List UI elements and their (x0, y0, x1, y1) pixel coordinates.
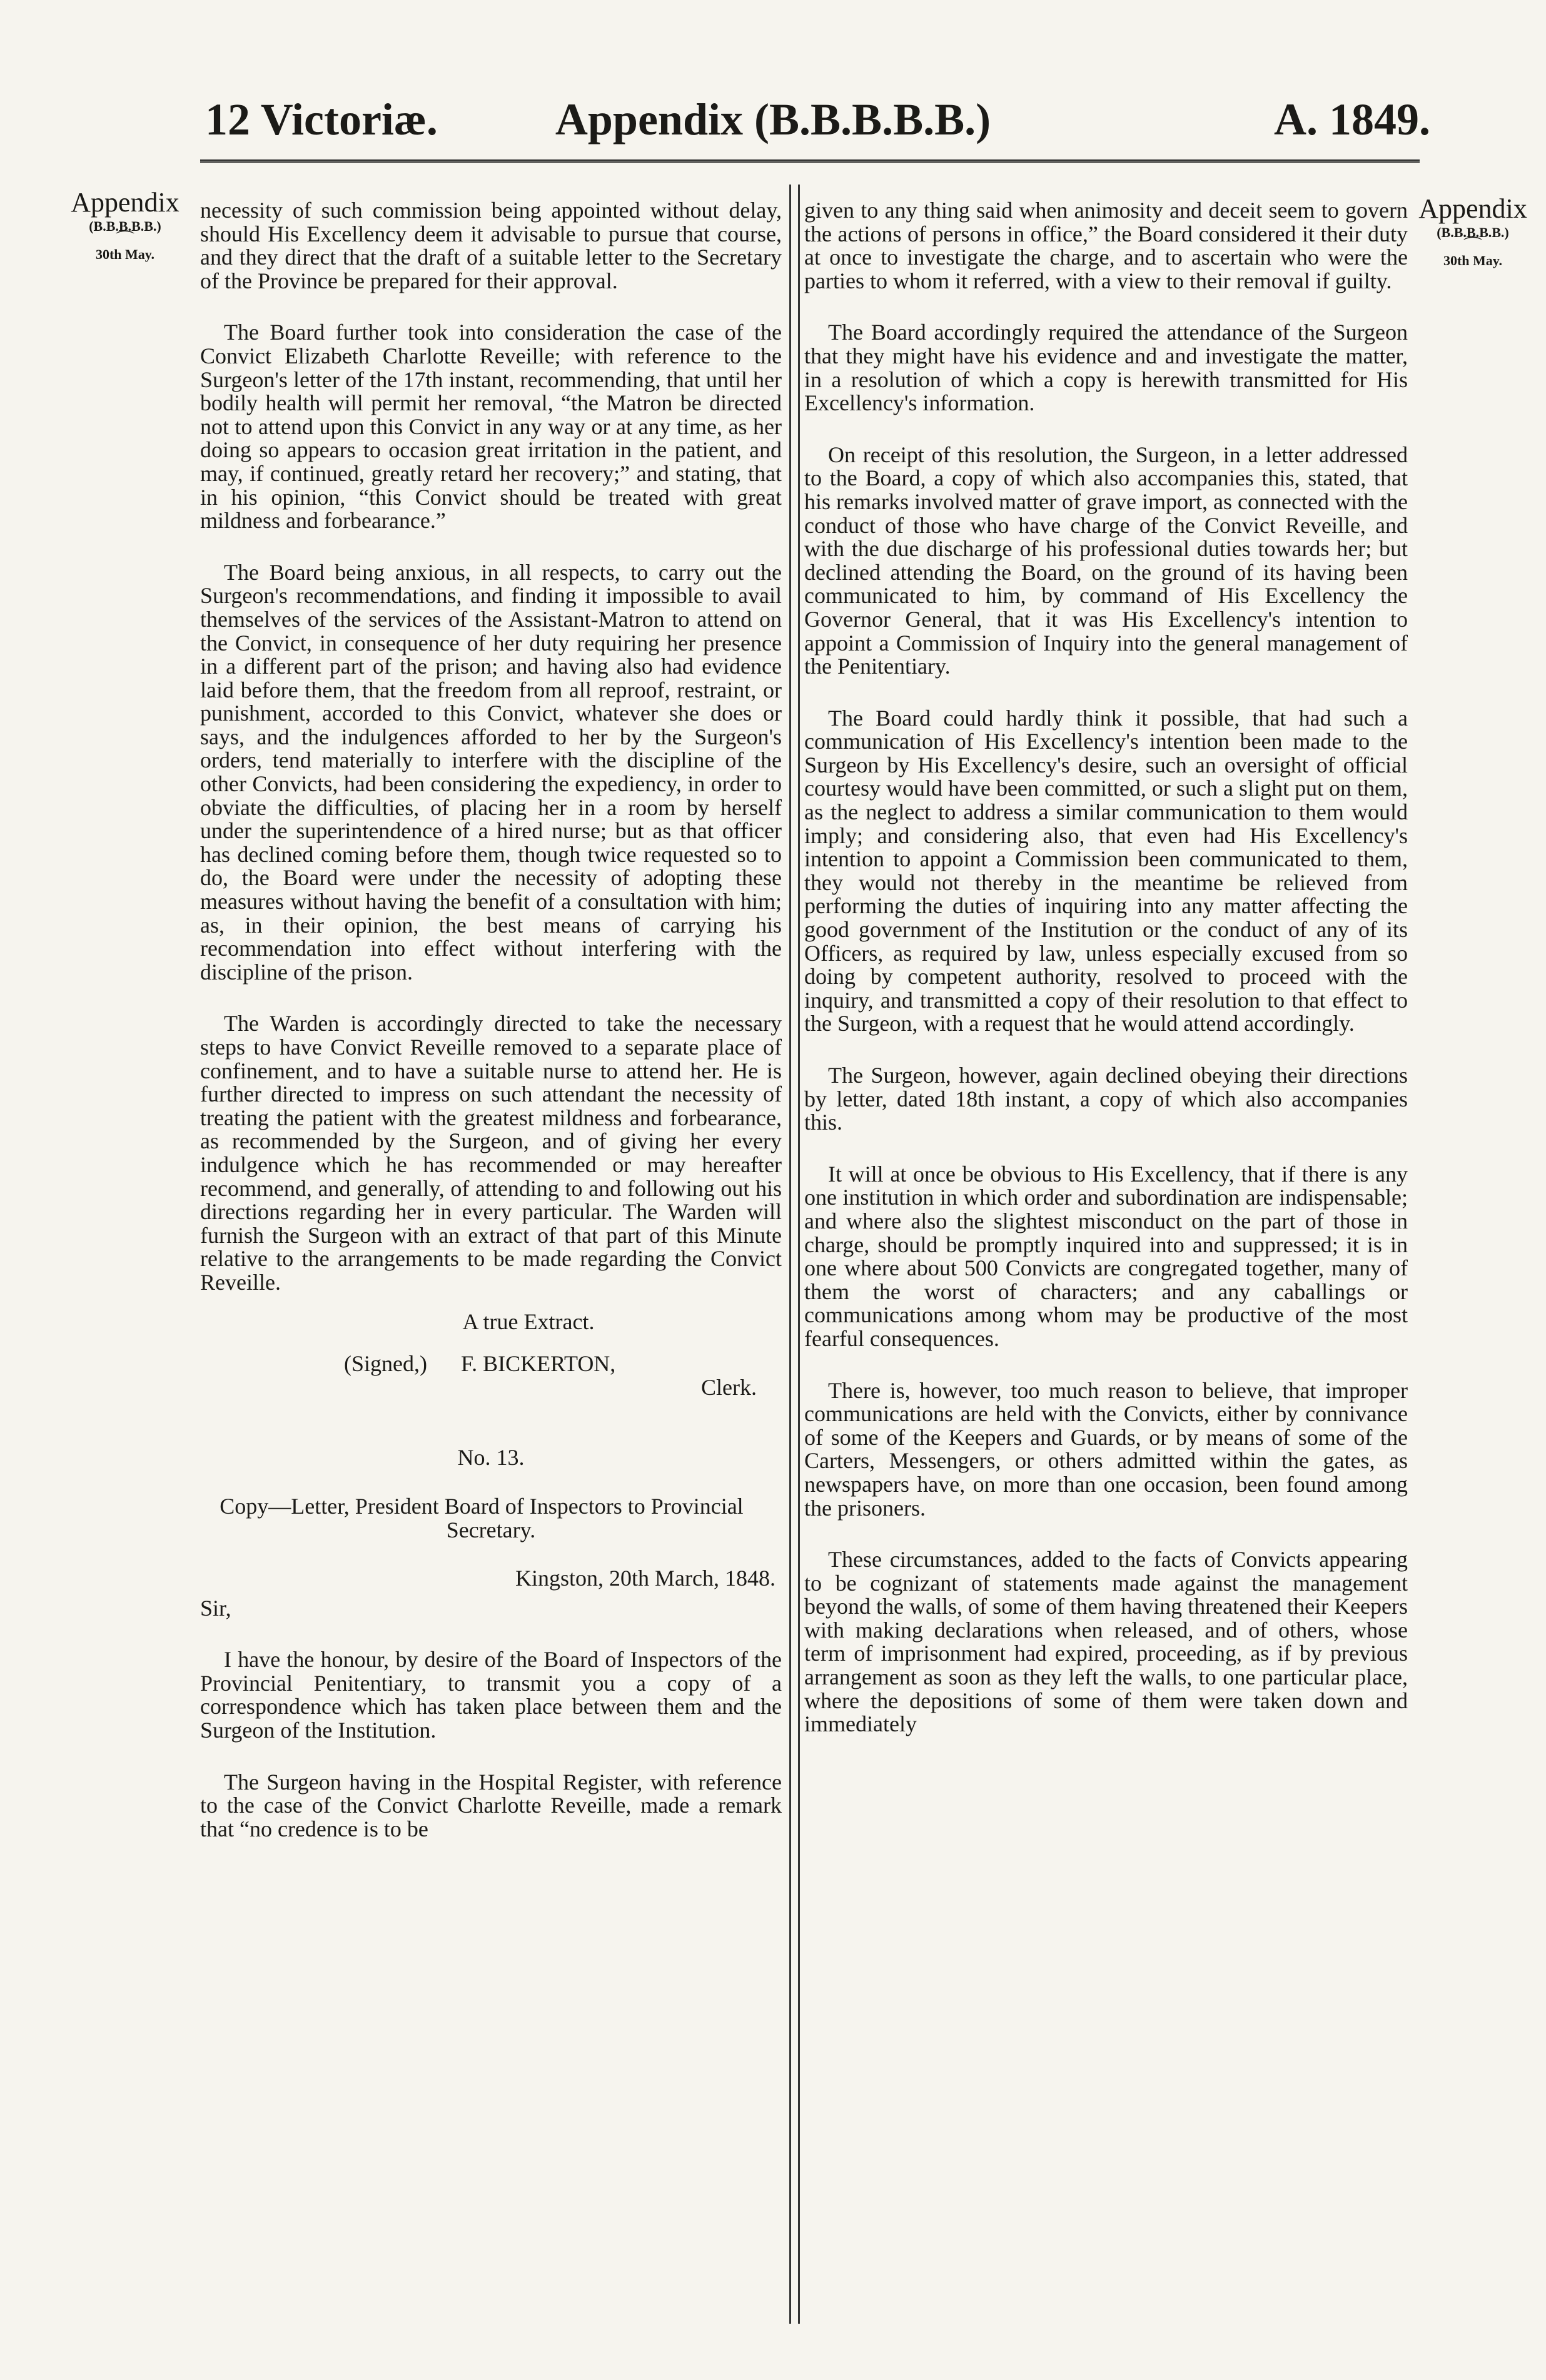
running-head-title: Appendix (B.B.B.B.B.) (555, 94, 991, 144)
margin-note-left (47, 188, 203, 263)
paragraph: The Surgeon, however, again declined obeying their directions by letter, dated 18th instant, a copy of which also accompanies this. (804, 1063, 1408, 1135)
right-column (804, 199, 1408, 1765)
running-head-left: 12 Victoriæ. (205, 94, 438, 144)
paragraph: I have the honour, by desire of the Board of Inspectors of the Provincial Penitentiary, to transmit you a copy of a correspondence which has taken place between them and the Surgeon of the Institution. (200, 1647, 782, 1743)
paragraph: The Board further took into consideration the case of the Convict Elizabeth Charlotte Reveille; with reference to the Surgeon's letter of the 17th instant, recommending, that until her bodily health will permit her removal, “the Matron be directed not to attend upon this Convict in any way or at any time, as her doing so appears to occasion great irritation in the patient, and may, if continued, greatly retard her recovery;” and stating, that in his opinion, “this Convict should be treated with great mildness and forbearance.” (200, 320, 782, 534)
document-heading: Copy—Letter, President Board of Inspectors to Provincial Secretary. (220, 1493, 744, 1542)
paragraph: On receipt of this resolution, the Surgeon, in a letter addressed to the Board, a copy of which also accompanies this, stated, that his remarks involved matter of grave import, as connected with the conduct of those who have charge of the Convict Reveille, and with the due discharge of his professional duties towards her; but declined attending the Board, on the ground of its having been communicated to him, by command of His Excellency the Governor General, that it was His Excellency's intention to appoint a Commission of Inquiry into the general management of the Penitentiary. (804, 442, 1408, 679)
signer-title: Clerk. (701, 1374, 757, 1400)
page-header (0, 94, 1546, 150)
margin-code: (B.B.B.B.B.) (89, 218, 161, 234)
true-extract: A true Extract. (462, 1309, 595, 1334)
brace-icon: ⌒ (1463, 236, 1482, 257)
brace-icon: ⌒ (116, 230, 134, 251)
margin-date: 30th May. (95, 246, 155, 262)
margin-date: 30th May. (1443, 253, 1503, 268)
paragraph: The Board could hardly think it possible, that had such a communication of His Excellency's intention been made to the Surgeon by His Excellency's desire, such an oversight of official courtesy would have been committed, or such a slight put on them, as the neglect to address a similar communication to them would imply; and considering also, that even had His Excellency's intention to appoint a Commission been communicated to them, they would not thereby in the meantime be relieved from performing the duties of inquiring into any matter affecting the good government of the Institution or the conduct of any of its Officers, as required by law, unless especially excused from so doing by competent authority, resolved to proceed with the inquiry, and transmitted a copy of their resolution to that effect to the Surgeon, with a request that he would attend accordingly. (804, 705, 1408, 1036)
running-head-year: A. 1849. (1274, 94, 1430, 144)
header-rule (200, 160, 1420, 163)
margin-code: (B.B.B.B.B.) (1437, 225, 1509, 240)
dateline: Kingston, 20th March, 1848. (515, 1566, 776, 1591)
paragraph: These circumstances, added to the facts of Convicts appearing to be cognizant of statements made against the management beyond the walls, of some of them having threatened their Keepers with making declarations when released, and of others, whose term of imprisonment had expired, proceeding, as if by previous arrangement as soon as they left the walls, to one particular place, where the depositions of some of them were taken down and immediately (804, 1547, 1408, 1737)
salutation: Sir, (200, 1595, 231, 1621)
margin-title: Appendix (71, 187, 179, 218)
signature-block (200, 1352, 782, 1399)
margin-note-right (1407, 194, 1538, 269)
paragraph: necessity of such commission being appointed without delay, should His Excellency deem it advisable to pursue that course, and they direct that the draft of a suitable letter to the Secretary of the Province be prepared for their approval. (200, 198, 782, 293)
signed-label: (Signed,) (344, 1351, 427, 1377)
paragraph: There is, however, too much reason to believe, that improper communications are held with the Convicts, either by connivance of some of the Keepers and Guards, or by means of some of the Carters, Messengers, or others admitted within the gates, as newspapers have, on more than one occasion, been found among the prisoners. (804, 1377, 1408, 1521)
paragraph: The Board being anxious, in all respects, to carry out the Surgeon's recommendations, and finding it impossible to avail themselves of the services of the Assistant-Matron to attend on the Convict, in consequence of her duty requiring her presence in a different part of the prison; and having also had evidence laid before them, that the freedom from all reproof, restraint, or punishment, accorded to this Convict, whatever she does or says, and the indulgences afforded to her by the Surgeon's orders, tend materially to interfere with the discipline of the other Convicts, had been considering the expediency, in order to obviate the difficulties, of placing her in a room by herself under the superintendence of a hired nurse; but as that officer has declined coming before them, though twice requested so to do, the Board were under the necessity of adopting these measures without having the benefit of a consultation with him; as, in their opinion, the best means of carrying his recommendation into effect without interfering with the discipline of the prison. (200, 559, 782, 985)
paragraph: It will at once be obvious to His Excellency, that if there is any one institution in which order and subordination are indispensable; and where also the slightest misconduct on the part of those in charge, should be promptly inquired into and suppressed; it is in one where about 500 Convicts are congregated together, many of them the worst of characters; and any caballings or communications among whom may be productive of the most fearful consequences. (804, 1161, 1408, 1351)
paragraph: given to any thing said when animosity and deceit seem to govern the actions of persons in office,” the Board considered it their duty at once to investigate the charge, and to ascertain who were the parties to whom it referred, with a view to their removal if guilty. (804, 198, 1408, 293)
column-divider (798, 185, 800, 2324)
paragraph: The Board accordingly required the attendance of the Surgeon that they might have his evidence and and investigate the matter, in a resolution of which a copy is herewith transmitted for His Excellency's information. (804, 320, 1408, 416)
left-column (200, 199, 782, 1869)
paragraph: The Surgeon having in the Hospital Register, with reference to the case of the Convict Charlotte Reveille, made a remark that “no credence is to be (200, 1769, 782, 1841)
margin-title: Appendix (1418, 193, 1527, 224)
paragraph: The Warden is accordingly directed to take the necessary steps to have Convict Reveille removed to a separate place of confinement, and to have a suitable nurse to attend her. He is further directed to impress on such attendant the necessity of treating the patient with the greatest mildness and forbearance, as recommended by the Surgeon, and of giving her every indulgence which he has recommended or may hereafter recommend, and generally, of attending to and following out his directions regarding her in every particular. The Warden will furnish the Surgeon with an extract of that part of this Minute relative to the arrangements to be made regarding the Convict Reveille. (200, 1011, 782, 1295)
column-divider (789, 185, 791, 2324)
document-number: No. 13. (457, 1445, 525, 1471)
signer-name: F. BICKERTON, (460, 1351, 616, 1377)
